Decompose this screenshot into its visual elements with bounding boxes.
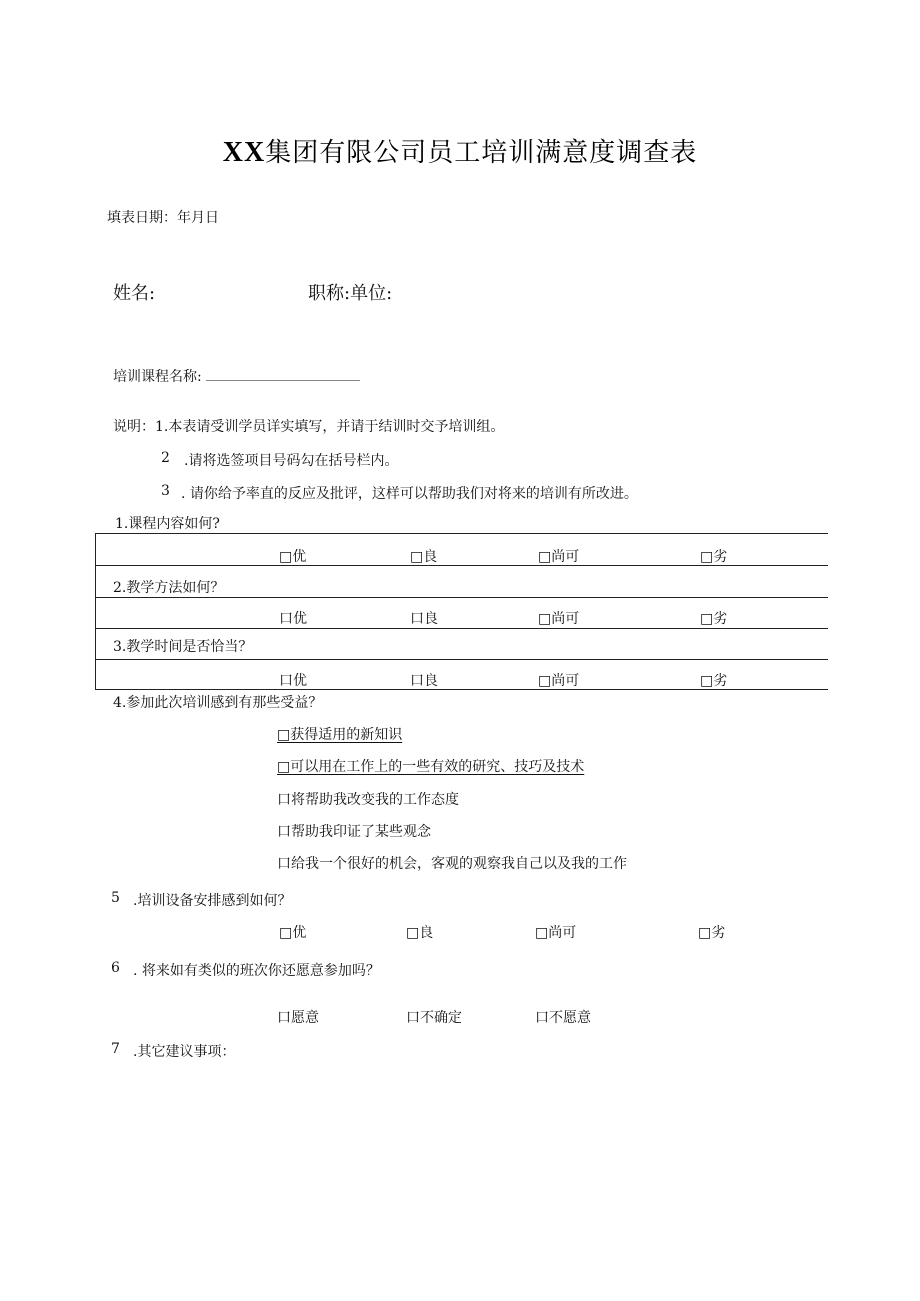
q3-option-excellent[interactable]: 口优	[279, 673, 307, 689]
question-1-label: 1.课程内容如何?	[115, 516, 220, 532]
table-divider	[95, 628, 828, 629]
q5-option-excellent[interactable]: □优	[279, 925, 307, 941]
question-4-label: 4.参加此次培训感到有那些受益？	[113, 695, 323, 711]
question-7-number: 7	[111, 1041, 120, 1057]
q2-option-excellent[interactable]: 口优	[279, 611, 307, 627]
title-text: 集团有限公司员工培训满意度调查表	[265, 138, 698, 168]
q1-option-poor[interactable]: □劣	[700, 549, 728, 565]
title-prefix: XX	[222, 137, 266, 168]
q2-option-poor[interactable]: □劣	[700, 611, 728, 627]
note-3-text: . 请你给予率直的反应及批评，这样可以帮助我们对将来的培训有所改进。	[181, 486, 638, 502]
name-label: 姓名:	[113, 283, 156, 304]
question-3-label: 3.教学时间是否恰当？	[113, 639, 253, 655]
q2-option-good[interactable]: 口良	[410, 611, 438, 627]
course-name-label: 培训课程名称:	[113, 369, 202, 385]
question-6-number: 6	[111, 960, 120, 976]
q1-option-good[interactable]: □良	[410, 549, 438, 565]
q3-option-poor[interactable]: □劣	[700, 673, 728, 689]
q1-option-fair[interactable]: □尚可	[538, 549, 580, 565]
q3-option-good[interactable]: 口良	[410, 673, 438, 689]
course-name-row	[113, 366, 360, 386]
course-name-field[interactable]	[206, 368, 360, 381]
q4-option-attitude[interactable]: 口将帮助我改变我的工作态度	[277, 792, 459, 808]
position-unit-label: 职称:单位:	[308, 283, 393, 304]
question-6-label: . 将来如有类似的班次你还愿意参加吗？	[133, 963, 380, 979]
q2-option-fair[interactable]: □尚可	[538, 611, 580, 627]
q6-option-unwilling[interactable]: 口不愿意	[535, 1010, 591, 1026]
question-2-label: 2.教学方法如何？	[113, 580, 225, 596]
q5-option-poor[interactable]: □劣	[698, 925, 726, 941]
note-2-number: 2	[161, 450, 170, 466]
q4-option-new-knowledge[interactable]: □获得适用的新知识	[277, 727, 403, 743]
q4-option-self-observation[interactable]: 口给我一个很好的机会，客观的观察我自己以及我的工作	[277, 856, 627, 872]
q5-option-good[interactable]: □良	[406, 925, 434, 941]
table-divider	[95, 659, 828, 660]
q6-option-willing[interactable]: 口愿意	[277, 1010, 319, 1026]
q5-option-fair[interactable]: □尚可	[535, 925, 577, 941]
q3-option-fair[interactable]: □尚可	[538, 673, 580, 689]
note-2-text: .请将选签项目号码勾在括号栏内。	[184, 453, 399, 469]
q4-option-concepts[interactable]: 口帮助我印证了某些观念	[277, 824, 431, 840]
fill-date: 填表日期：年月日	[107, 210, 219, 226]
q1-option-excellent[interactable]: □优	[279, 549, 307, 565]
question-5-number: 5	[111, 890, 120, 906]
question-7-label: .其它建议事项：	[133, 1044, 236, 1060]
q4-option-techniques[interactable]: □可以用在工作上的一些有效的研究、技巧及技术	[277, 759, 585, 775]
note-1: 说明：1.本表请受训学员详实填写，并请于结训时交予培训组。	[113, 419, 505, 435]
q6-option-unsure[interactable]: 口不确定	[406, 1010, 462, 1026]
page-title	[0, 132, 920, 169]
question-5-label: .培训设备安排感到如何？	[133, 893, 292, 909]
note-3-number: 3	[161, 483, 170, 499]
table-divider	[95, 597, 828, 598]
